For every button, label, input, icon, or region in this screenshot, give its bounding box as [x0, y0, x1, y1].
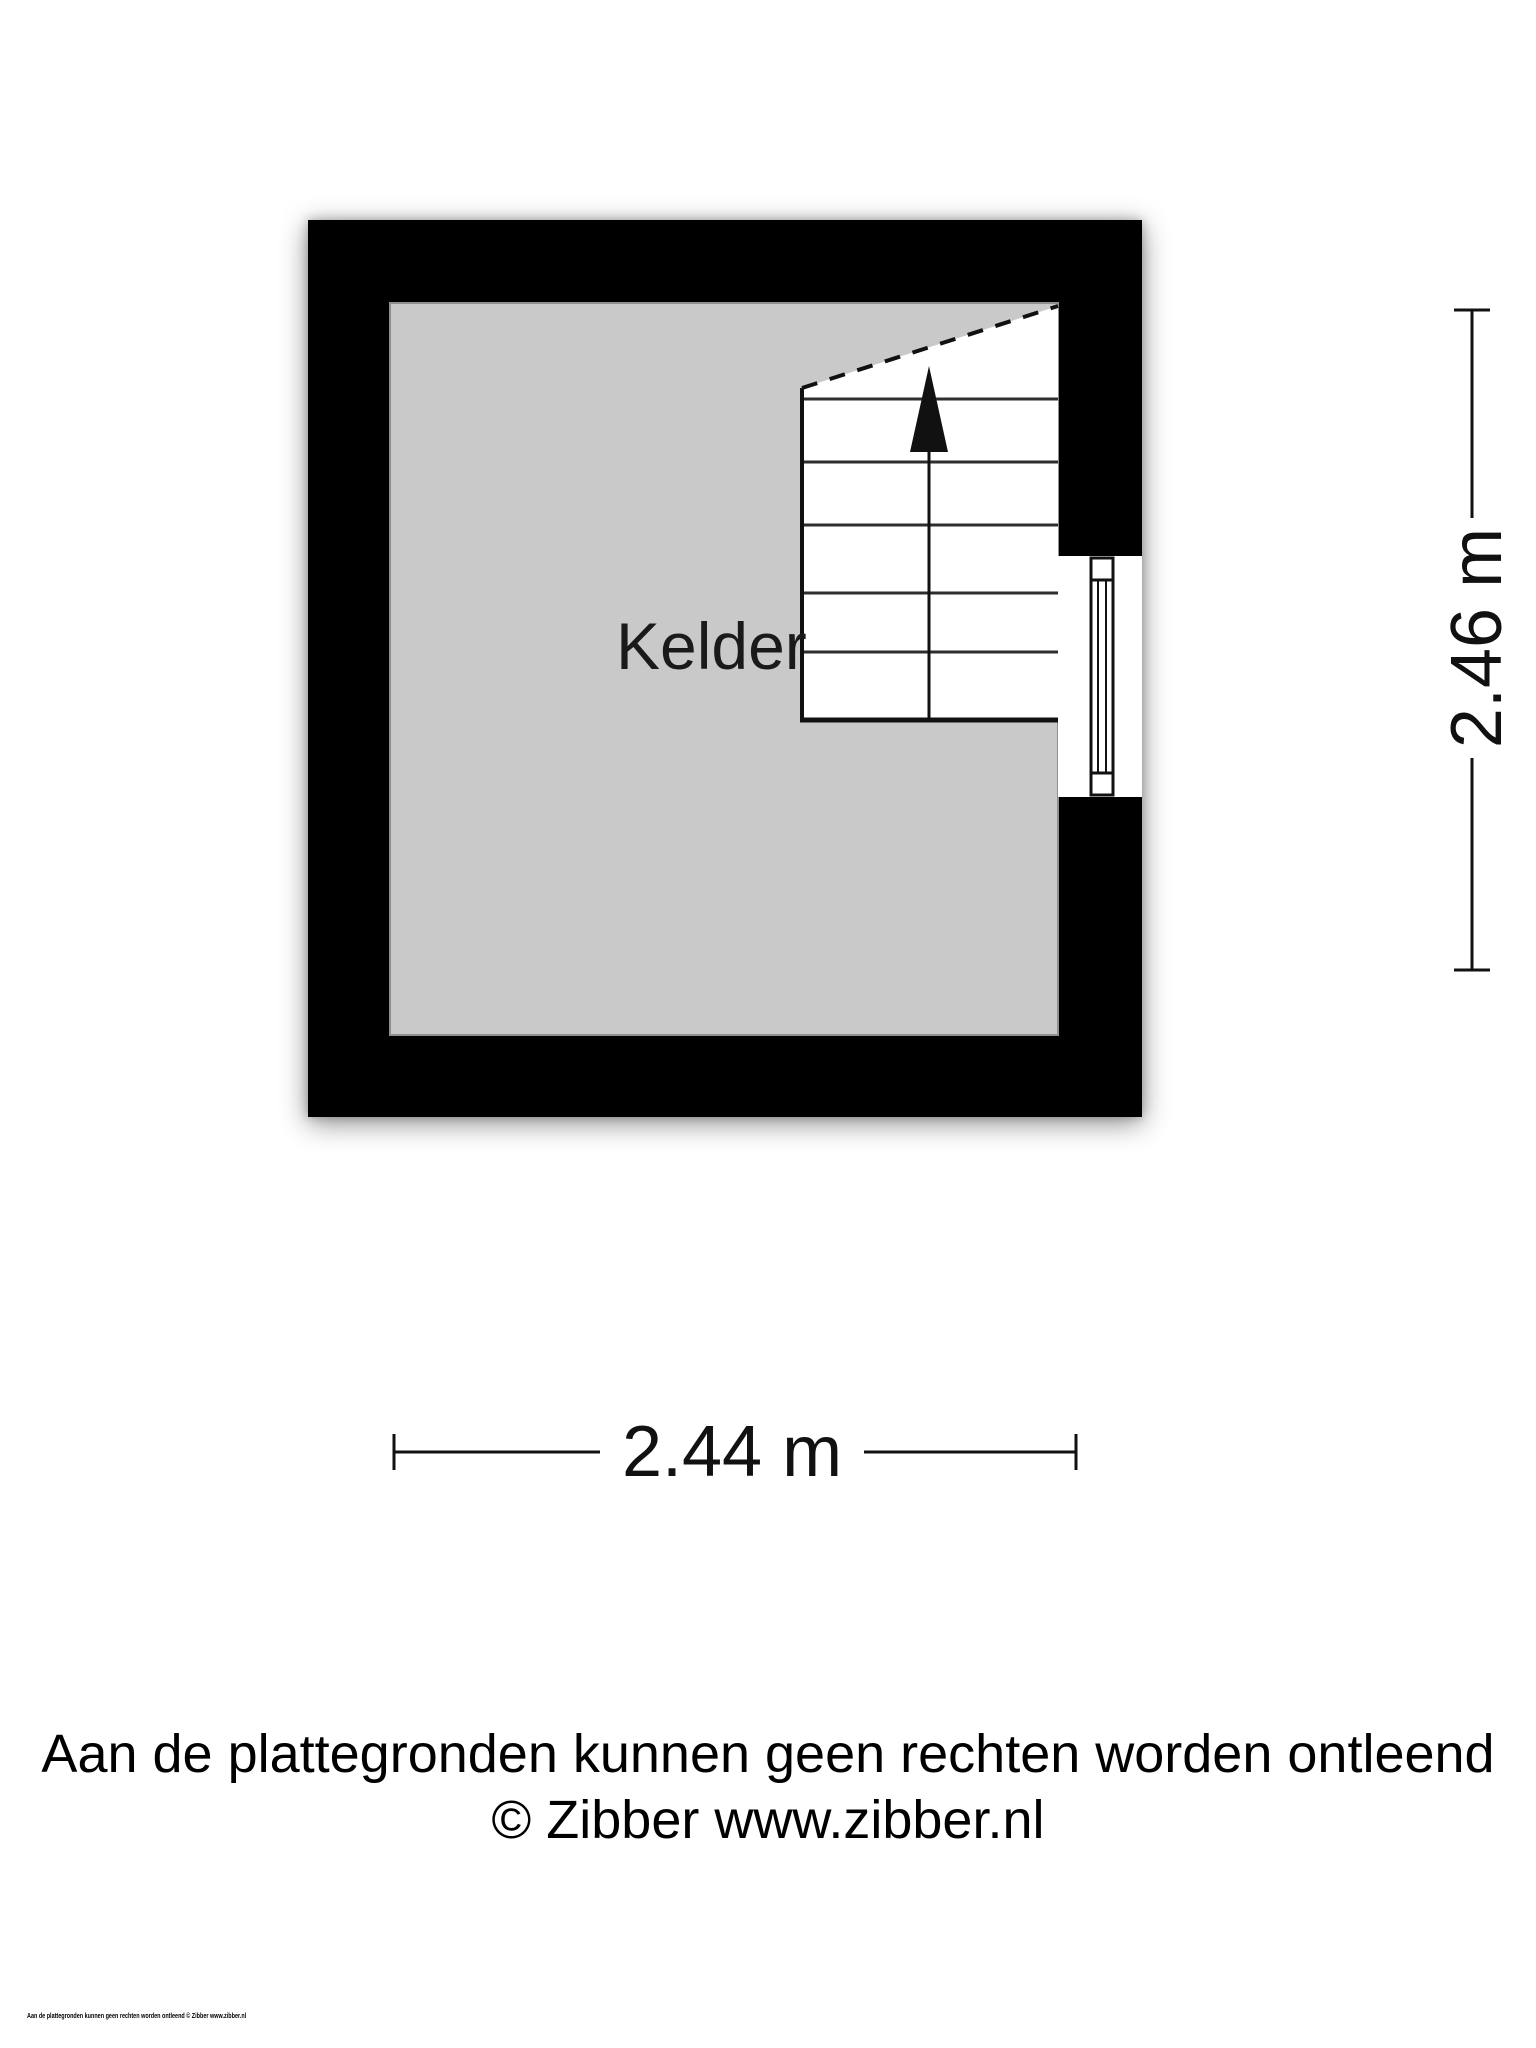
fineprint-text: Aan de plattegronden kunnen geen rechten worden ontleend © Zibber www.zibber.nl	[27, 2013, 247, 2020]
window-icon	[1091, 558, 1113, 795]
credit-text: © Zibber www.zibber.nl	[491, 1790, 1045, 1850]
dimension-height-label: 2.46 m	[1437, 527, 1517, 749]
disclaimer-text: Aan de plattegronden kunnen geen rechten worden ontleend	[41, 1724, 1495, 1784]
room-label: Kelder	[616, 609, 807, 683]
dimension-width-label: 2.44 m	[621, 1412, 843, 1492]
